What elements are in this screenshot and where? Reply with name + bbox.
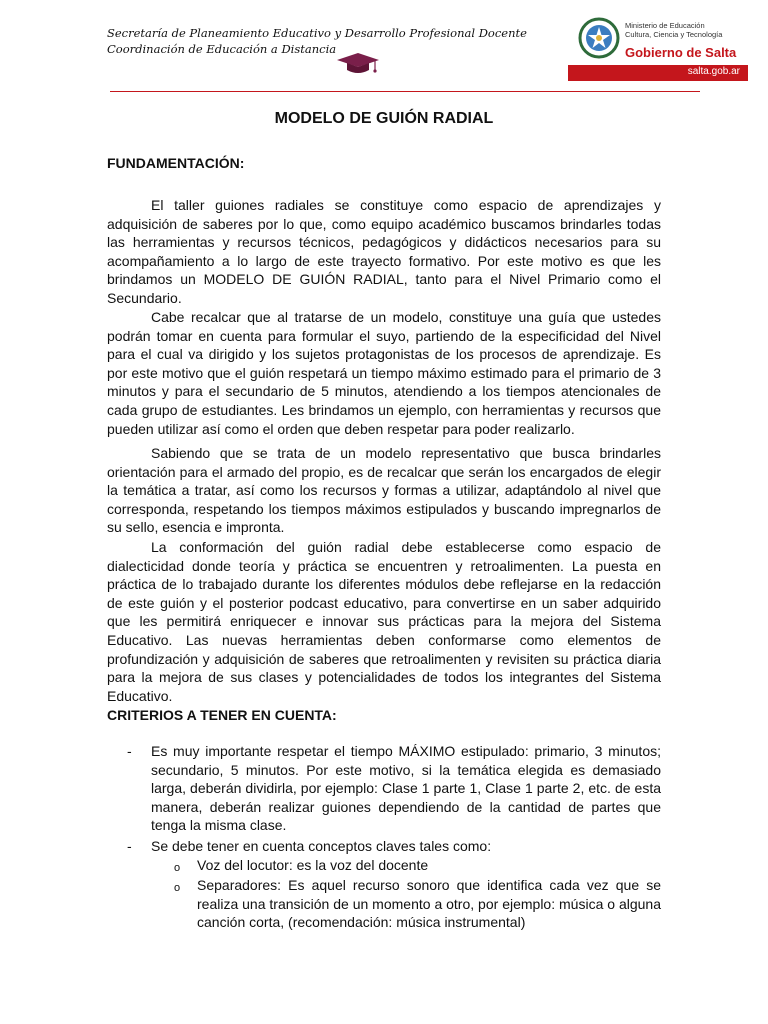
gov-url-link[interactable]: salta.gob.ar <box>687 66 740 77</box>
paragraph-3: Sabiendo que se trata de un modelo representativo que busca brindarles orientación para el armado del propio, es de recalcar que serán los encargados de elegir la temática a tratar, así como los recursos y formas a utilizar, adaptándolo al nivel que corresponda, respetando los tiempos máximos estipulados y buscando impregnarlos de su sello, esencia e impronta. <box>107 445 661 536</box>
sub-bullet-text-2: Separadores: Es aquel recurso sonoro que identifica cada vez que se realiza una transición de un momento a otro, por ejemplo: música o alguna canción corta, (recomendación: música instrumental) <box>197 877 661 931</box>
ministry-name <box>625 22 722 39</box>
government-logo-block <box>568 15 748 81</box>
paragraph-2: Cabe recalcar que al tratarse de un modelo, constituye una guía que ustedes podrán tomar en cuenta para formular el suyo, partiendo de la especificidad del Nivel para el cual va dirigido y los sujetos protagonistas de los procesos de aprendizaje. Es por este motivo que el guión respetará un tiempo máximo estimado para el primario de 3 minutos y para el secundario de 5 minutos, atendiendo a los tiempos atencionales de cada grupo de estudiantes. Les brindamos un ejemplo, con herramientas y recursos que pueden utilizar así como el orden que deben respetar para poder realizarlo. <box>107 309 661 437</box>
bullet-dash: - <box>127 838 132 854</box>
header-line-2: Coordinación de Educación a Distancia <box>107 42 337 56</box>
paragraph-4: La conformación del guión radial debe establecerse como espacio de dialecticidad donde teoría y práctica se encuentren y retroalimenten. La puesta en práctica de lo trabajado durante los diferentes módulos debe reflejarse en la redacción de este guión y el posterior podcast educativo, para convertirse en un saber adquirido que les permitirá enriquecer e innovar sus prácticas para la mejora del Sistema Educativo. Las nuevas herramientas deben conformarse como elementos de profundización y adquisición de saberes que retroalimenten y revisiten su práctica diaria para la mejora de sus clases y potencialidades de todos los integrantes del Sistema Educativo. <box>107 539 661 704</box>
salta-seal-icon <box>578 17 620 59</box>
ministry-line-2: Cultura, Ciencia y Tecnología <box>625 29 723 39</box>
sub-bullet-circle: o <box>174 862 181 874</box>
gobierno-de-salta-label: Gobierno de Salta <box>625 45 737 60</box>
graduation-cap-icon <box>336 51 380 77</box>
bullet-text-2: Se debe tener en cuenta conceptos claves tales como: <box>151 838 492 854</box>
header-line-1: Secretaría de Planeamiento Educativo y Desarrollo Profesional Docente <box>107 26 527 40</box>
document-title: MODELO DE GUIÓN RADIAL <box>274 110 494 127</box>
sub-bullet-circle: o <box>174 882 181 894</box>
header-divider <box>110 91 700 92</box>
url-bar <box>568 65 748 81</box>
paragraph-1: El taller guiones radiales se constituye como espacio de aprendizajes y adquisición de saberes por lo que, como equipo académico buscamos brindarles todas las herramientas y recursos técnicos, pedagógicos y didácticos necesarios para su acompañamiento a lo largo de este trayecto formativo. Por este motivo es que les brindamos un MODELO DE GUIÓN RADIAL, tanto para el Nivel Primario como el Secundario. <box>107 197 661 306</box>
section-heading-criterios: CRITERIOS A TENER EN CUENTA: <box>107 707 337 723</box>
bullet-dash: - <box>127 743 132 759</box>
header-institution <box>107 25 527 57</box>
sub-bullet-text-1: Voz del locutor: es la voz del docente <box>197 857 429 873</box>
section-heading-fundamentacion: FUNDAMENTACIÓN: <box>107 155 245 171</box>
ministry-line-1: Ministerio de Educación <box>625 21 705 30</box>
bullet-text-1: Es muy importante respetar el tiempo MÁXIMO estipulado: primario, 3 minutos; secundario, 5 minutos. Por este motivo, si la temática elegida es demasiado larga, deberán dividirla, por ejemplo: Clase 1 parte 1, Clase 1 parte 2, etc. de esta manera, deberán realizar guiones dependiendo de la cantidad de partes que tenga la misma clase. <box>151 743 661 834</box>
